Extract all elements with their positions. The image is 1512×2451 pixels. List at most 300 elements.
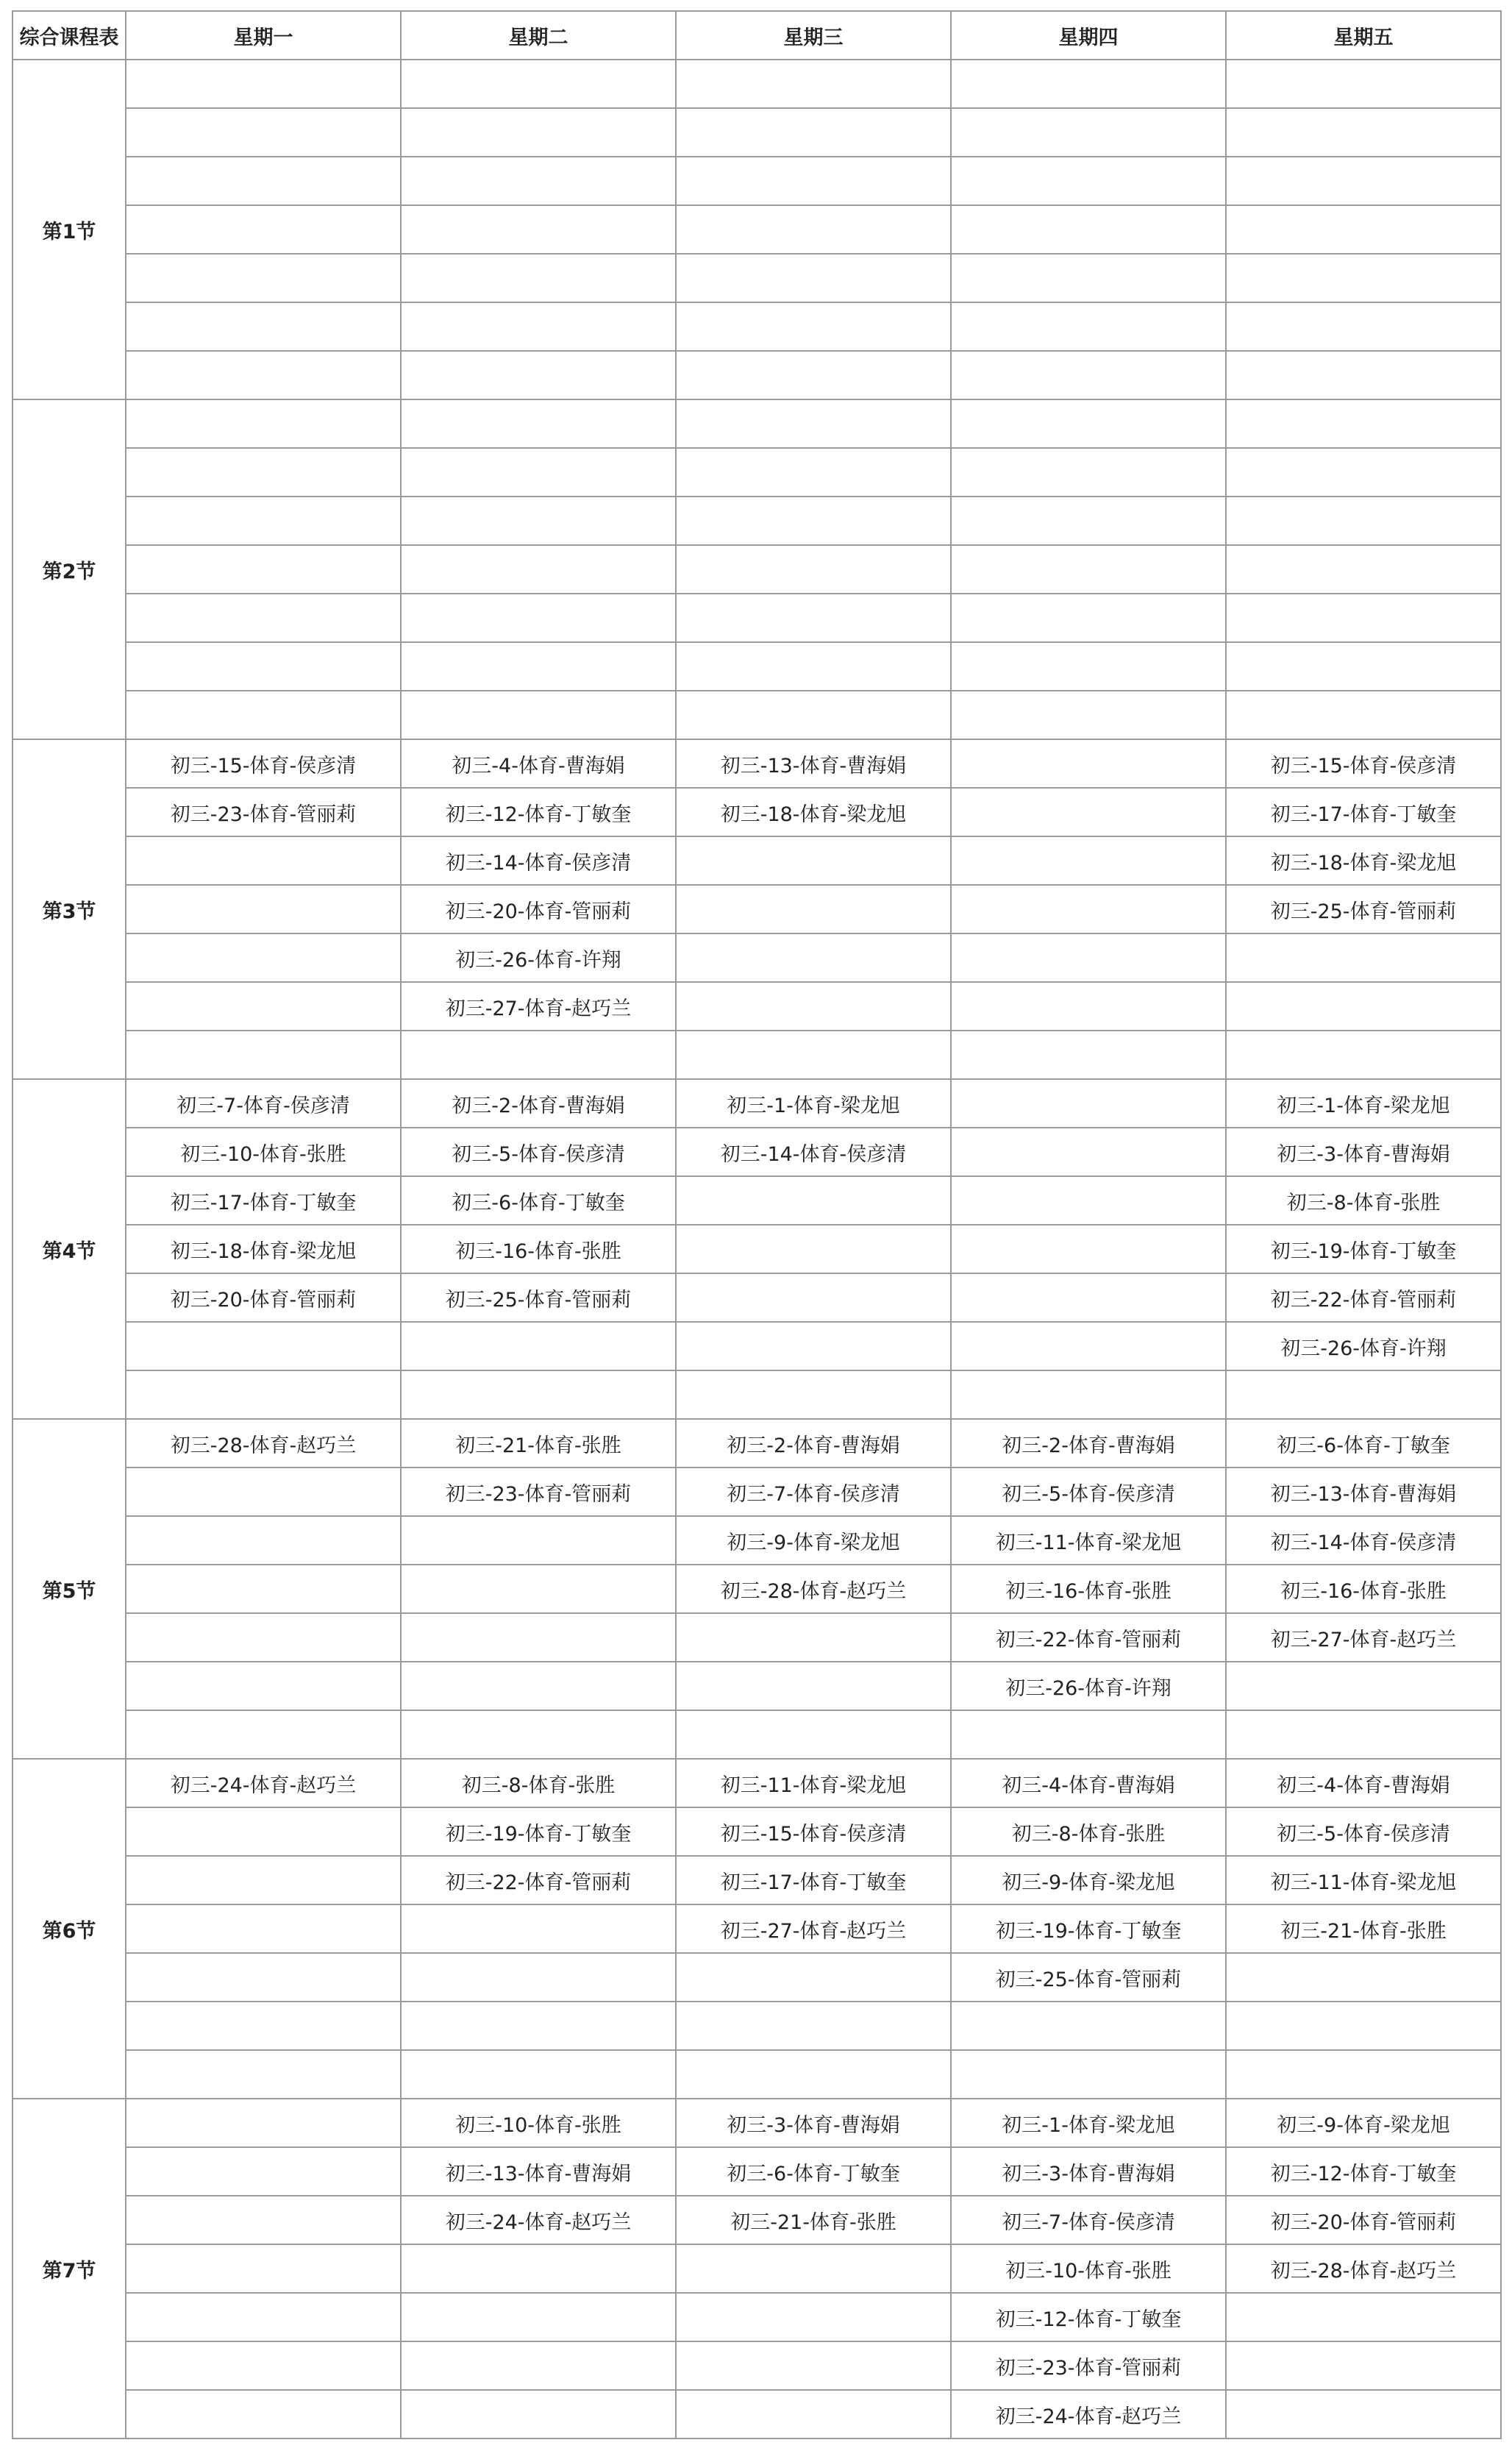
class-slot: 初三-14-体育-侯彦清: [676, 1128, 951, 1176]
class-slot: [951, 1273, 1226, 1322]
table-row: [13, 2244, 1501, 2293]
schedule-header: [13, 11, 1501, 60]
class-slot: 初三-19-体育-丁敏奎: [401, 1807, 676, 1856]
class-slot: [676, 2293, 951, 2341]
class-slot: [951, 982, 1226, 1031]
day-header: 星期四: [951, 11, 1226, 60]
class-slot: 初三-8-体育-张胜: [401, 1759, 676, 1807]
class-slot: [951, 836, 1226, 885]
class-slot: [126, 1031, 401, 1079]
table-row: [13, 1613, 1501, 1662]
class-slot: [126, 205, 401, 254]
class-slot: 初三-1-体育-梁龙旭: [951, 2099, 1226, 2147]
class-slot: [126, 594, 401, 642]
table-row: [13, 497, 1501, 545]
class-slot: [676, 2244, 951, 2293]
class-slot: 初三-2-体育-曹海娟: [401, 1079, 676, 1128]
class-slot: [401, 448, 676, 497]
class-slot: [401, 1322, 676, 1370]
class-slot: [126, 1565, 401, 1613]
class-slot: 初三-15-体育-侯彦清: [1226, 739, 1501, 788]
class-slot: [126, 351, 401, 399]
class-slot: 初三-4-体育-曹海娟: [951, 1759, 1226, 1807]
class-slot: [951, 157, 1226, 205]
class-slot: [951, 497, 1226, 545]
class-slot: 初三-25-体育-管丽莉: [401, 1273, 676, 1322]
class-slot: [126, 60, 401, 108]
table-row: [13, 788, 1501, 836]
class-slot: [1226, 2293, 1501, 2341]
class-slot: [401, 1904, 676, 1953]
class-slot: 初三-1-体育-梁龙旭: [1226, 1079, 1501, 1128]
table-row: [13, 1176, 1501, 1225]
class-slot: [401, 2244, 676, 2293]
class-slot: [1226, 594, 1501, 642]
class-slot: 初三-11-体育-梁龙旭: [676, 1759, 951, 1807]
table-row: [13, 2341, 1501, 2390]
class-slot: 初三-24-体育-赵巧兰: [401, 2196, 676, 2244]
class-slot: [401, 2002, 676, 2050]
class-slot: 初三-13-体育-曹海娟: [401, 2147, 676, 2196]
class-slot: [1226, 691, 1501, 739]
class-slot: [951, 2002, 1226, 2050]
class-slot: 初三-26-体育-许翔: [401, 933, 676, 982]
class-slot: 初三-5-体育-侯彦清: [1226, 1807, 1501, 1856]
table-row: [13, 982, 1501, 1031]
class-slot: [951, 933, 1226, 982]
class-slot: [951, 1031, 1226, 1079]
class-slot: [126, 1856, 401, 1904]
class-slot: [1226, 2050, 1501, 2099]
class-slot: 初三-10-体育-张胜: [951, 2244, 1226, 2293]
class-slot: [126, 642, 401, 691]
table-row: [13, 399, 1501, 448]
day-header: 星期三: [676, 11, 951, 60]
class-slot: [951, 1079, 1226, 1128]
class-slot: 初三-24-体育-赵巧兰: [126, 1759, 401, 1807]
class-slot: 初三-19-体育-丁敏奎: [1226, 1225, 1501, 1273]
table-row: [13, 1856, 1501, 1904]
class-slot: [951, 642, 1226, 691]
table-row: [13, 1468, 1501, 1516]
class-slot: 初三-15-体育-侯彦清: [676, 1807, 951, 1856]
class-slot: [951, 739, 1226, 788]
class-slot: [401, 497, 676, 545]
table-row: [13, 594, 1501, 642]
class-slot: [401, 1516, 676, 1565]
class-slot: 初三-17-体育-丁敏奎: [676, 1856, 951, 1904]
class-slot: [676, 594, 951, 642]
class-slot: [401, 545, 676, 594]
class-slot: [126, 1662, 401, 1710]
period-label: 第5节: [13, 1419, 126, 1759]
class-slot: [126, 1710, 401, 1759]
class-slot: 初三-16-体育-张胜: [401, 1225, 676, 1273]
class-slot: [126, 2050, 401, 2099]
class-slot: 初三-4-体育-曹海娟: [1226, 1759, 1501, 1807]
class-slot: 初三-11-体育-梁龙旭: [951, 1516, 1226, 1565]
class-slot: [676, 933, 951, 982]
class-slot: [951, 545, 1226, 594]
class-slot: [126, 399, 401, 448]
class-slot: 初三-5-体育-侯彦清: [951, 1468, 1226, 1516]
class-slot: [951, 254, 1226, 302]
class-slot: [676, 1176, 951, 1225]
class-slot: [126, 108, 401, 157]
class-slot: 初三-5-体育-侯彦清: [401, 1128, 676, 1176]
class-slot: [1226, 351, 1501, 399]
schedule-body: [13, 60, 1501, 2438]
table-row: [13, 739, 1501, 788]
class-slot: [126, 2196, 401, 2244]
class-slot: 初三-16-体育-张胜: [1226, 1565, 1501, 1613]
table-row: [13, 60, 1501, 108]
class-slot: [401, 691, 676, 739]
class-slot: 初三-23-体育-管丽莉: [951, 2341, 1226, 2390]
class-slot: [676, 2341, 951, 2390]
table-row: [13, 351, 1501, 399]
class-slot: [676, 1953, 951, 2002]
class-slot: 初三-2-体育-曹海娟: [951, 1419, 1226, 1468]
class-slot: [126, 836, 401, 885]
class-slot: [401, 399, 676, 448]
class-slot: [401, 594, 676, 642]
class-slot: [401, 1565, 676, 1613]
class-slot: [951, 1225, 1226, 1273]
class-slot: 初三-20-体育-管丽莉: [401, 885, 676, 933]
class-slot: [951, 2050, 1226, 2099]
class-slot: [401, 157, 676, 205]
class-slot: 初三-6-体育-丁敏奎: [401, 1176, 676, 1225]
class-slot: [1226, 1370, 1501, 1419]
class-slot: [401, 302, 676, 351]
class-slot: [676, 157, 951, 205]
class-slot: 初三-9-体育-梁龙旭: [951, 1856, 1226, 1904]
class-slot: [676, 1710, 951, 1759]
class-slot: [126, 1807, 401, 1856]
class-slot: [676, 205, 951, 254]
class-slot: [676, 2002, 951, 2050]
table-row: [13, 157, 1501, 205]
class-slot: 初三-24-体育-赵巧兰: [951, 2390, 1226, 2438]
table-row: [13, 1953, 1501, 2002]
table-row: [13, 1370, 1501, 1419]
class-slot: 初三-28-体育-赵巧兰: [1226, 2244, 1501, 2293]
class-slot: [676, 1322, 951, 1370]
class-slot: [951, 302, 1226, 351]
class-slot: [951, 108, 1226, 157]
class-slot: [401, 1613, 676, 1662]
class-slot: [126, 982, 401, 1031]
class-slot: [1226, 497, 1501, 545]
period-label: 第3节: [13, 739, 126, 1079]
class-slot: 初三-7-体育-侯彦清: [676, 1468, 951, 1516]
day-header: 星期二: [401, 11, 676, 60]
class-slot: [676, 2390, 951, 2438]
class-slot: 初三-21-体育-张胜: [676, 2196, 951, 2244]
class-slot: [676, 1031, 951, 1079]
class-slot: [401, 2050, 676, 2099]
class-slot: [676, 1613, 951, 1662]
class-slot: 初三-1-体育-梁龙旭: [676, 1079, 951, 1128]
class-slot: [1226, 448, 1501, 497]
class-slot: [676, 836, 951, 885]
class-slot: 初三-4-体育-曹海娟: [401, 739, 676, 788]
class-slot: [951, 1710, 1226, 1759]
class-slot: [401, 2341, 676, 2390]
table-row: [13, 545, 1501, 594]
class-slot: [126, 254, 401, 302]
class-slot: [676, 254, 951, 302]
class-slot: [951, 691, 1226, 739]
day-header: 星期一: [126, 11, 401, 60]
class-slot: 初三-27-体育-赵巧兰: [401, 982, 676, 1031]
class-slot: 初三-22-体育-管丽莉: [951, 1613, 1226, 1662]
class-slot: 初三-25-体育-管丽莉: [1226, 885, 1501, 933]
period-label: 第4节: [13, 1079, 126, 1419]
class-slot: 初三-28-体育-赵巧兰: [676, 1565, 951, 1613]
table-row: [13, 2293, 1501, 2341]
class-slot: 初三-27-体育-赵巧兰: [1226, 1613, 1501, 1662]
class-slot: [1226, 2390, 1501, 2438]
class-slot: [126, 1468, 401, 1516]
class-slot: [126, 545, 401, 594]
class-slot: [676, 1370, 951, 1419]
table-row: [13, 1031, 1501, 1079]
class-slot: [951, 1176, 1226, 1225]
class-slot: [401, 205, 676, 254]
class-slot: [126, 1370, 401, 1419]
class-slot: 初三-10-体育-张胜: [401, 2099, 676, 2147]
class-slot: 初三-9-体育-梁龙旭: [676, 1516, 951, 1565]
class-slot: [126, 157, 401, 205]
class-slot: 初三-21-体育-张胜: [1226, 1904, 1501, 1953]
class-slot: [1226, 60, 1501, 108]
class-slot: [126, 1953, 401, 2002]
class-slot: [401, 60, 676, 108]
class-slot: 初三-28-体育-赵巧兰: [126, 1419, 401, 1468]
class-slot: 初三-22-体育-管丽莉: [401, 1856, 676, 1904]
table-row: [13, 205, 1501, 254]
class-slot: [951, 1128, 1226, 1176]
class-slot: [951, 399, 1226, 448]
class-slot: 初三-22-体育-管丽莉: [1226, 1273, 1501, 1322]
class-slot: [951, 788, 1226, 836]
class-slot: 初三-9-体育-梁龙旭: [1226, 2099, 1501, 2147]
header-row: [13, 11, 1501, 60]
table-row: [13, 2390, 1501, 2438]
class-slot: [951, 60, 1226, 108]
class-slot: [951, 1322, 1226, 1370]
class-slot: [126, 2390, 401, 2438]
class-slot: [676, 1225, 951, 1273]
class-slot: 初三-6-体育-丁敏奎: [676, 2147, 951, 2196]
class-slot: [951, 448, 1226, 497]
class-slot: 初三-12-体育-丁敏奎: [951, 2293, 1226, 2341]
table-row: [13, 2099, 1501, 2147]
class-slot: [676, 399, 951, 448]
table-row: [13, 1128, 1501, 1176]
class-slot: 初三-7-体育-侯彦清: [126, 1079, 401, 1128]
table-row: [13, 691, 1501, 739]
table-row: [13, 1759, 1501, 1807]
table-row: [13, 933, 1501, 982]
class-slot: [1226, 1031, 1501, 1079]
class-slot: [676, 885, 951, 933]
class-slot: 初三-16-体育-张胜: [951, 1565, 1226, 1613]
class-slot: [1226, 399, 1501, 448]
table-row: [13, 254, 1501, 302]
class-slot: [951, 1370, 1226, 1419]
table-row: [13, 2196, 1501, 2244]
class-slot: 初三-7-体育-侯彦清: [951, 2196, 1226, 2244]
table-row: [13, 1807, 1501, 1856]
corner-title: 综合课程表: [13, 11, 126, 60]
class-slot: [676, 1662, 951, 1710]
class-slot: 初三-3-体育-曹海娟: [676, 2099, 951, 2147]
class-slot: [126, 1516, 401, 1565]
class-slot: [126, 933, 401, 982]
class-slot: [401, 2390, 676, 2438]
table-row: [13, 302, 1501, 351]
table-row: [13, 1225, 1501, 1273]
class-slot: [401, 254, 676, 302]
class-slot: [676, 1273, 951, 1322]
class-slot: [126, 2244, 401, 2293]
table-row: [13, 1565, 1501, 1613]
class-slot: 初三-8-体育-张胜: [951, 1807, 1226, 1856]
class-slot: [676, 60, 951, 108]
class-slot: 初三-26-体育-许翔: [1226, 1322, 1501, 1370]
class-slot: [1226, 1710, 1501, 1759]
class-slot: 初三-27-体育-赵巧兰: [676, 1904, 951, 1953]
table-row: [13, 448, 1501, 497]
class-slot: 初三-10-体育-张胜: [126, 1128, 401, 1176]
class-slot: [1226, 254, 1501, 302]
class-slot: [126, 302, 401, 351]
class-slot: 初三-20-体育-管丽莉: [1226, 2196, 1501, 2244]
class-slot: 初三-20-体育-管丽莉: [126, 1273, 401, 1322]
class-slot: 初三-12-体育-丁敏奎: [401, 788, 676, 836]
class-slot: [1226, 205, 1501, 254]
table-row: [13, 1904, 1501, 1953]
class-slot: 初三-18-体育-梁龙旭: [126, 1225, 401, 1273]
class-slot: 初三-18-体育-梁龙旭: [1226, 836, 1501, 885]
schedule-table: [12, 10, 1502, 2439]
class-slot: 初三-12-体育-丁敏奎: [1226, 2147, 1501, 2196]
table-row: [13, 1710, 1501, 1759]
class-slot: 初三-13-体育-曹海娟: [1226, 1468, 1501, 1516]
class-slot: [676, 691, 951, 739]
class-slot: [1226, 1953, 1501, 2002]
table-row: [13, 1516, 1501, 1565]
table-row: [13, 1419, 1501, 1468]
class-slot: [951, 205, 1226, 254]
class-slot: [126, 1613, 401, 1662]
class-slot: [126, 2341, 401, 2390]
table-row: [13, 1273, 1501, 1322]
class-slot: 初三-13-体育-曹海娟: [676, 739, 951, 788]
class-slot: [676, 642, 951, 691]
class-slot: 初三-14-体育-侯彦清: [1226, 1516, 1501, 1565]
class-slot: [126, 1322, 401, 1370]
class-slot: 初三-17-体育-丁敏奎: [126, 1176, 401, 1225]
class-slot: [1226, 1662, 1501, 1710]
table-row: [13, 1662, 1501, 1710]
class-slot: [126, 497, 401, 545]
class-slot: [126, 2147, 401, 2196]
class-slot: [676, 448, 951, 497]
table-row: [13, 836, 1501, 885]
period-label: 第2节: [13, 399, 126, 739]
class-slot: [676, 497, 951, 545]
class-slot: [1226, 157, 1501, 205]
period-label: 第1节: [13, 60, 126, 399]
class-slot: [1226, 2341, 1501, 2390]
class-slot: [676, 545, 951, 594]
class-slot: [401, 1031, 676, 1079]
class-slot: 初三-2-体育-曹海娟: [676, 1419, 951, 1468]
class-slot: 初三-18-体育-梁龙旭: [676, 788, 951, 836]
class-slot: 初三-25-体育-管丽莉: [951, 1953, 1226, 2002]
class-slot: [1226, 302, 1501, 351]
class-slot: [126, 448, 401, 497]
class-slot: [676, 982, 951, 1031]
table-row: [13, 2002, 1501, 2050]
day-header: 星期五: [1226, 11, 1501, 60]
class-slot: [676, 108, 951, 157]
table-row: [13, 2050, 1501, 2099]
class-slot: 初三-19-体育-丁敏奎: [951, 1904, 1226, 1953]
class-slot: [126, 885, 401, 933]
class-slot: [1226, 108, 1501, 157]
table-row: [13, 1079, 1501, 1128]
table-row: [13, 642, 1501, 691]
class-slot: [676, 351, 951, 399]
class-slot: [1226, 982, 1501, 1031]
class-slot: [126, 1904, 401, 1953]
class-slot: [951, 885, 1226, 933]
class-slot: [1226, 545, 1501, 594]
table-row: [13, 1322, 1501, 1370]
class-slot: 初三-15-体育-侯彦清: [126, 739, 401, 788]
class-slot: [126, 2293, 401, 2341]
class-slot: [126, 691, 401, 739]
class-slot: 初三-23-体育-管丽莉: [401, 1468, 676, 1516]
class-slot: [401, 1710, 676, 1759]
class-slot: [676, 302, 951, 351]
class-slot: [401, 642, 676, 691]
class-slot: 初三-6-体育-丁敏奎: [1226, 1419, 1501, 1468]
class-slot: 初三-3-体育-曹海娟: [951, 2147, 1226, 2196]
class-slot: 初三-23-体育-管丽莉: [126, 788, 401, 836]
class-slot: [1226, 933, 1501, 982]
class-slot: 初三-17-体育-丁敏奎: [1226, 788, 1501, 836]
class-slot: 初三-3-体育-曹海娟: [1226, 1128, 1501, 1176]
class-slot: [126, 2002, 401, 2050]
class-slot: 初三-11-体育-梁龙旭: [1226, 1856, 1501, 1904]
class-slot: [951, 594, 1226, 642]
class-slot: [1226, 642, 1501, 691]
class-slot: [401, 108, 676, 157]
class-slot: [126, 2099, 401, 2147]
class-slot: 初三-26-体育-许翔: [951, 1662, 1226, 1710]
class-slot: [401, 1370, 676, 1419]
table-row: [13, 108, 1501, 157]
class-slot: [401, 1953, 676, 2002]
class-slot: 初三-8-体育-张胜: [1226, 1176, 1501, 1225]
class-slot: [1226, 2002, 1501, 2050]
